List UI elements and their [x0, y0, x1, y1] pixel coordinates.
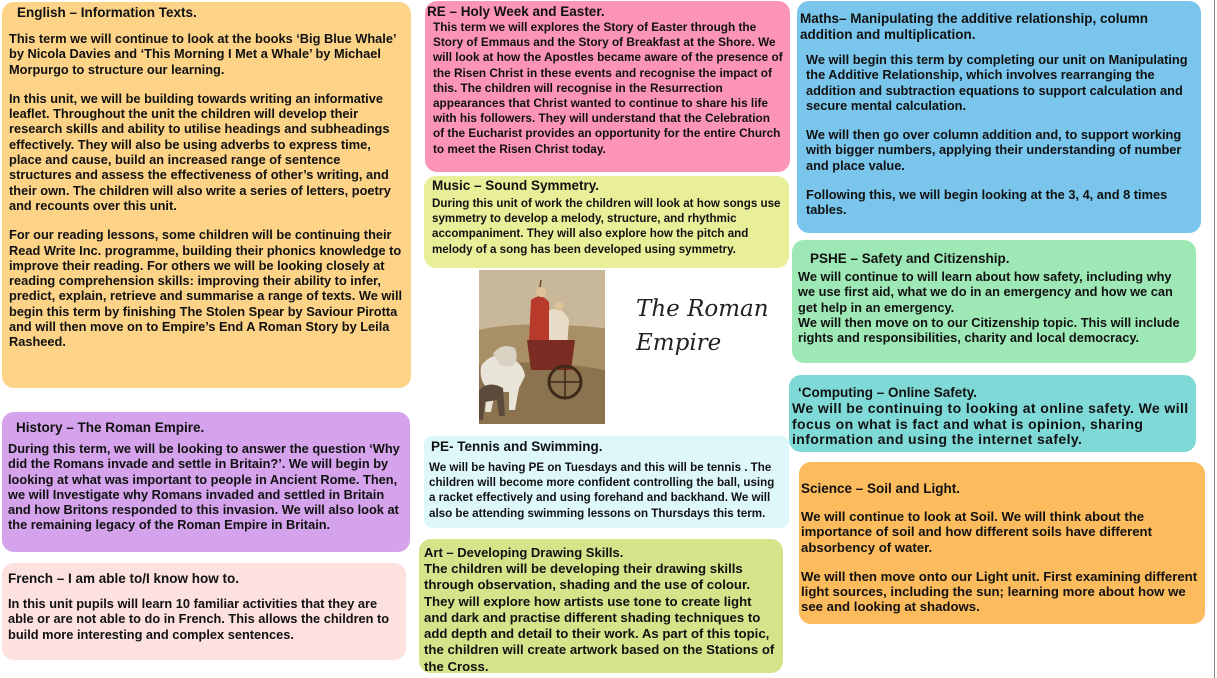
history-body: During this term, we will be looking to answer the question ‘Why did the Romans invade and settle in Britain?’. We will begin by looking at what was important to people in Ancient Rome. Then, we will Investigate why Romans invaded and settled in Britain and how Britons responded to this invasion. We will also look at the remaining legacy of the Roman Empire in Britain.	[8, 441, 400, 533]
computing-title: ‘Computing – Online Safety.	[798, 385, 978, 400]
english-title: English – Information Texts.	[17, 5, 197, 20]
english-paragraph-2: In this unit, we will be building towards writing an informative leaflet. Throughout the unit the children will develop their research skills and ability to utilise headings and subheadings effectively. They will also be using adverbs to express time, place and cause, build an increased range of sentence structures and assess the effectiveness of other’s writing, and their own. The children will also write a series of letters, poetry and recounts over this unit.	[9, 90, 391, 213]
art-body: The children will be developing their drawing skills through observation, shading and the use of colour. They will explore how artists use tone to create light and dark and practise different shading techniques to add depth and detail to their work. As part of this topic, the children will create artwork based on the Stations of the Cross.	[424, 561, 775, 673]
maths-panel	[797, 1, 1201, 233]
art-title: Art – Developing Drawing Skills.	[424, 545, 624, 560]
computing-panel	[789, 375, 1196, 452]
maths-title: Maths– Manipulating the additive relationship, column addition and multiplication.	[800, 11, 1149, 42]
pe-body: We will be having PE on Tuesdays and this will be tennis . The children will become more confident controlling the ball, using a racket effectively and using forehand and backhand. We will also be attending swimming lessons on Thursdays this term.	[429, 461, 775, 520]
pshe-body-2: We will then move on to our Citizenship topic. This will include rights and responsibilities, charity and local democracy.	[798, 314, 1180, 346]
maths-paragraph-3: Following this, we will begin looking at the 3, 4, and 8 times tables.	[806, 187, 1168, 218]
pshe-title: PSHE – Safety and Citizenship.	[810, 251, 1010, 266]
re-title: RE – Holy Week and Easter.	[427, 4, 605, 19]
caption-line-2: Empire	[636, 330, 722, 356]
history-panel	[2, 412, 410, 552]
english-panel	[2, 2, 411, 388]
maths-paragraph-2: We will then go over column addition and, to support working with bigger numbers, applying their understanding of number and place value.	[806, 127, 1182, 173]
roman-empire-caption	[636, 292, 796, 360]
music-title: Music – Sound Symmetry.	[432, 178, 600, 193]
re-body: This term we will explores the Story of Easter through the Story of Emmaus and the Story of Breakfast at the Shore. We will look at how the Apostles became aware of the presence of the Risen Christ in these events and recognise the impact of this. The children will recognise in the Resurrection appearances that Christ wanted to continue to share his life with his followers. They will understand that the Celebration of the Eucharist provides an opportunity for the entire Church to meet the Risen Christ today.	[433, 20, 783, 156]
pshe-panel	[792, 240, 1196, 363]
english-paragraph-1: This term we will continue to look at the books ‘Big Blue Whale’ by Nicola Davies and ‘This Morning I Met a Whale’ by Michael Morpurgo to structure our learning.	[9, 31, 396, 77]
page-edge-divider	[1214, 0, 1215, 678]
pe-title: PE- Tennis and Swimming.	[431, 439, 603, 454]
french-title: French – I am able to/I know how to.	[8, 571, 240, 586]
science-panel	[799, 462, 1205, 624]
maths-paragraph-1: We will begin this term by completing our unit on Manipulating the Additive Relationship, which involves rearranging the addition and subtraction equations to support calculation and secure mental calculation.	[806, 52, 1188, 113]
science-paragraph-1: We will continue to look at Soil. We will think about the importance of soil and how different soils have different absorbency of water.	[801, 509, 1152, 555]
history-title: History – The Roman Empire.	[16, 420, 205, 435]
art-panel	[419, 539, 783, 673]
pe-panel	[424, 436, 789, 528]
english-paragraph-3: For our reading lessons, some children will be continuing their Read Write Inc. programme, building their phonics knowledge to improve their reading. For others we will be looking closely at reading comprehension skills: improving their ability to infer, predict, explain, retrieve and summarise a range of texts. We will begin this term by finishing The Stolen Spear by Saviour Pirotta and will then move on to Empire’s End A Roman Story by Leila Rasheed.	[9, 227, 403, 350]
computing-body: We will be continuing to looking at online safety. We will focus on what is fact and what is opinion, sharing information and using the internet safely.	[792, 400, 1189, 447]
re-panel	[425, 1, 790, 172]
roman-chariot-illustration	[479, 270, 605, 424]
science-paragraph-2: We will then move onto our Light unit. First examining different light sources, including the sun; learning more about how we see and looking at shadows.	[801, 568, 1198, 615]
pshe-body: We will continue to will learn about how safety, including why we use first aid, what we do in an emergency and how we can get help in an emergency.	[798, 269, 1173, 315]
music-body: During this unit of work the children will look at how songs use symmetry to develop a melody, structure, and rhythmic accompaniment. They will also explore how the pitch and melody of a song has been developed using symmetry.	[432, 197, 781, 256]
french-panel	[2, 563, 406, 660]
caption-line-1: The Roman	[636, 296, 769, 322]
french-body: In this unit pupils will learn 10 familiar activities that they are able or are not able to do in French. This allows the children to build more interesting and complex sentences.	[8, 596, 390, 642]
music-panel	[424, 176, 789, 268]
science-title: Science – Soil and Light.	[801, 481, 961, 496]
